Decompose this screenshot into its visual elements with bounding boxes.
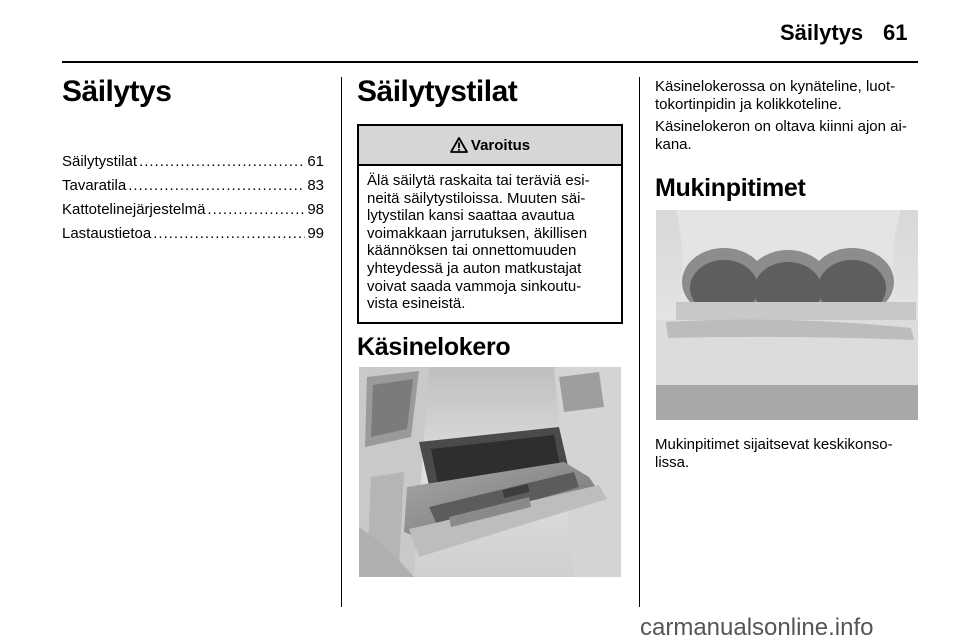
cupholders-caption (655, 436, 927, 471)
toc-entry-label: Säilytystilat (62, 153, 138, 170)
glovebox-description (655, 78, 927, 113)
toc-entry-page: 99 (307, 225, 324, 242)
warning-title: Varoitus (470, 136, 531, 154)
warning-line: Älä säilytä raskaita tai teräviä esi- (367, 172, 590, 189)
cupholders-photo (656, 210, 918, 420)
warning-line: käännöksen tai onnettomuuden (367, 242, 577, 260)
toc-entry-label: Kattotelinejärjestelmä (62, 201, 206, 218)
toc-dot-leader (139, 150, 305, 174)
glovebox-photo (359, 367, 621, 577)
toc-entry-label: Lastaustietoa (62, 225, 152, 242)
table-of-contents (62, 150, 324, 246)
paragraph-line: Käsinelokeron on oltava kiinni ajon ai- (655, 118, 907, 135)
toc-entry-page: 83 (307, 177, 324, 194)
toc-dot-leader (207, 198, 305, 222)
column-divider-right (639, 77, 640, 607)
paragraph-line: kana. (655, 135, 692, 153)
toc-entry-page: 61 (307, 153, 324, 170)
glovebox-note (655, 118, 927, 153)
warning-line: neitä säilytystiloissa. Muuten säi- (367, 189, 586, 207)
warning-text (359, 166, 621, 319)
toc-entry-page: 98 (307, 201, 324, 218)
toc-dot-leader (128, 174, 305, 198)
warning-line: voivat saada vammoja sinkoutu- (367, 277, 582, 295)
warning-header (359, 126, 621, 166)
toc-entry-label: Tavaratila (62, 177, 127, 194)
paragraph-line: tokortinpidin ja kolikkoteline. (655, 95, 842, 113)
paragraph-line: Käsinelokerossa on kynäteline, luot- (655, 78, 896, 95)
chapter-heading: Säilytys (62, 75, 172, 108)
warning-line: voimakkaan jarrutuksen, äkillisen (367, 224, 588, 242)
toc-entry[interactable] (62, 222, 324, 246)
toc-entry[interactable] (62, 150, 324, 174)
warning-line: lytystilan kansi saattaa avautua (367, 207, 575, 225)
warning-box (357, 124, 623, 324)
toc-entry[interactable] (62, 198, 324, 222)
warning-line: yhteydessä ja auton matkustajat (367, 259, 582, 277)
warning-line: vista esineistä. (367, 295, 466, 313)
toc-entry[interactable] (62, 174, 324, 198)
header-rule (62, 61, 918, 63)
running-header-title: Säilytys (780, 20, 864, 45)
section-heading: Säilytystilat (357, 75, 518, 108)
page-number: 61 (883, 20, 908, 45)
paragraph-line: Mukinpitimet sijaitsevat keskikonso- (655, 436, 893, 453)
glovebox-heading: Käsinelokero (357, 333, 511, 361)
toc-dot-leader (153, 222, 305, 246)
column-divider-left (341, 77, 342, 607)
paragraph-line: lissa. (655, 453, 690, 471)
watermark: carmanualsonline.info (640, 614, 874, 641)
warning-icon (450, 137, 468, 153)
cupholders-heading: Mukinpitimet (655, 174, 806, 202)
